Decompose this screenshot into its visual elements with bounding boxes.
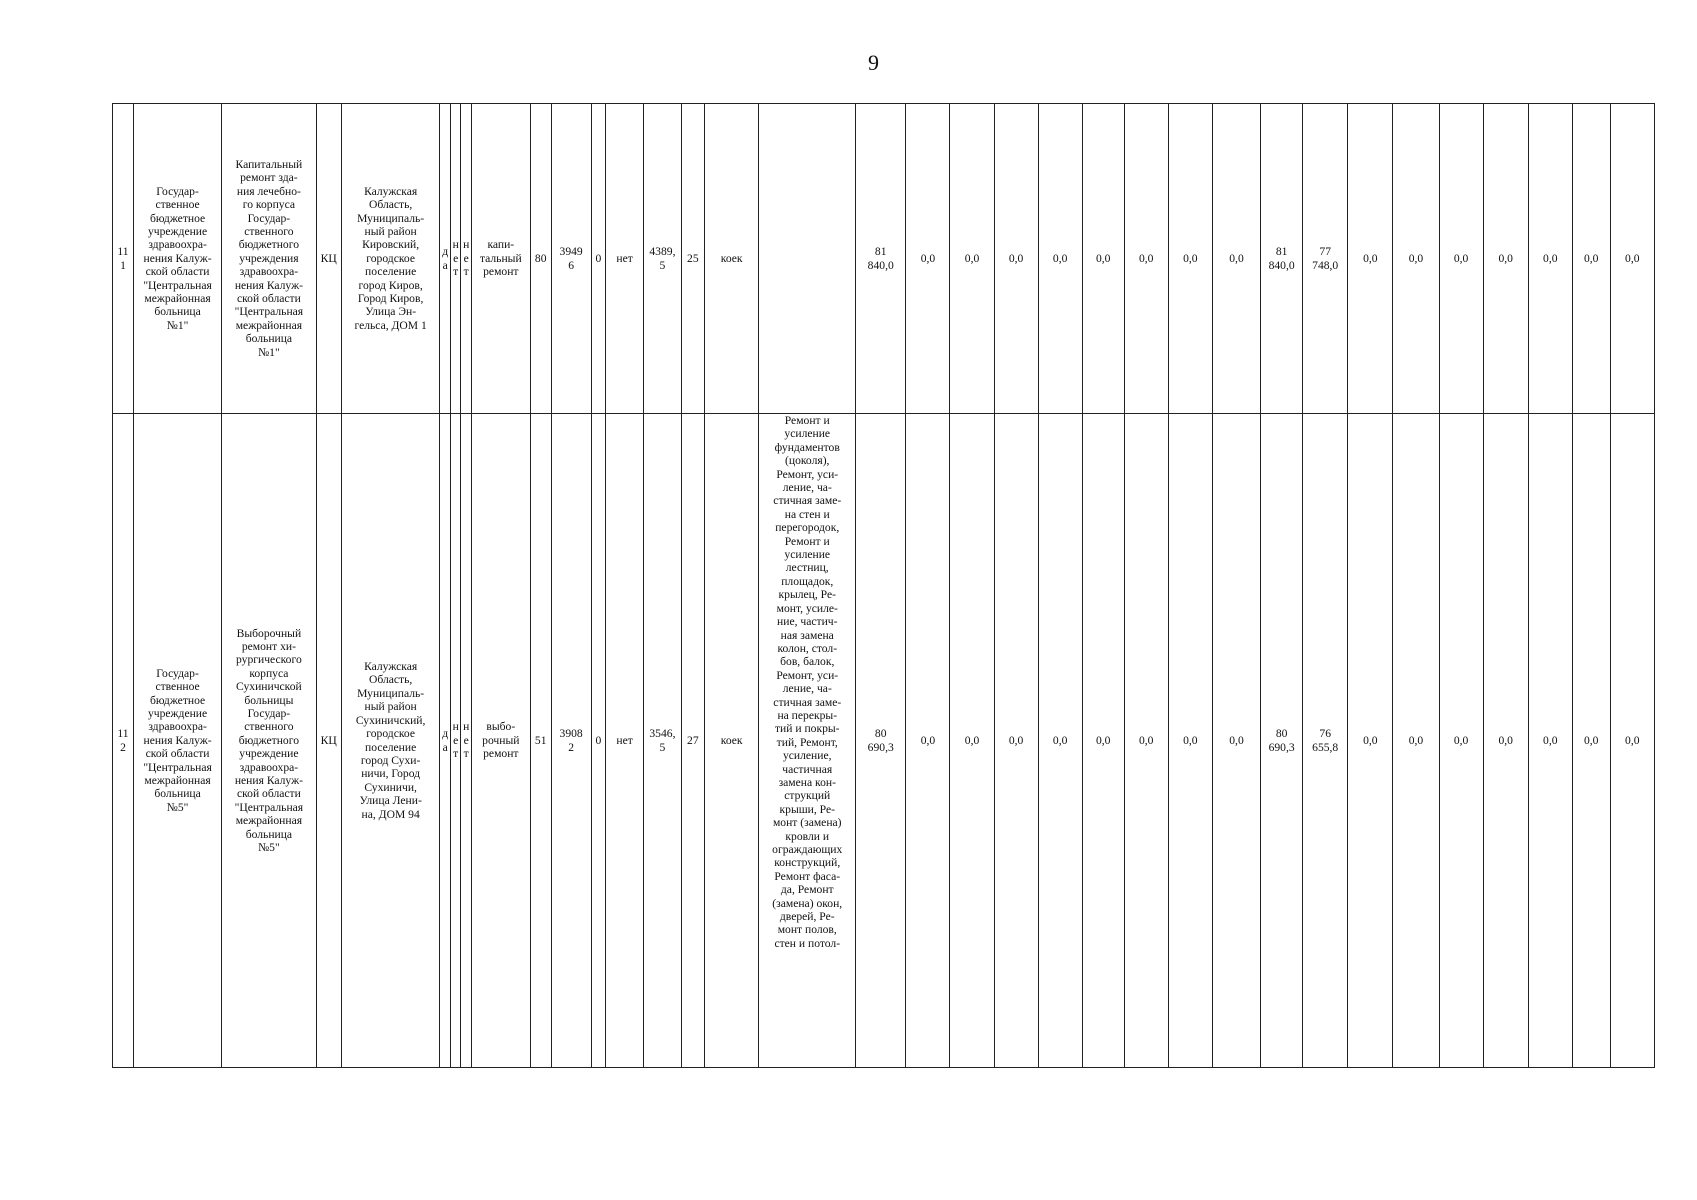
- program-table: [112, 103, 1655, 1068]
- value-cell: 0,0: [1082, 104, 1124, 414]
- value-cell: 0,0: [1168, 104, 1212, 414]
- total-cell: 81 840,0: [856, 104, 906, 414]
- table-row: [113, 414, 1655, 1068]
- beds-cell: 27: [681, 414, 704, 1068]
- value-cell: 0,0: [1572, 104, 1610, 414]
- subtotal-cell: 77 748,0: [1303, 104, 1348, 414]
- flag-net-cell: н е т: [450, 414, 460, 1068]
- flag-da-cell: д а: [440, 414, 450, 1068]
- value-cell: 0,0: [1528, 414, 1572, 1068]
- value-cell: 0,0: [1038, 104, 1082, 414]
- value-cell: 0,0: [1610, 104, 1654, 414]
- value-cell: 0: [591, 104, 606, 414]
- subtotal-cell: 76 655,8: [1303, 414, 1348, 1068]
- row-number: 11 2: [113, 414, 134, 1068]
- value-cell: 0,0: [1348, 104, 1393, 414]
- works-cell: [759, 104, 856, 414]
- total-cell: 81 840,0: [1261, 104, 1303, 414]
- value-cell: 0,0: [1439, 414, 1483, 1068]
- flag-net-cell: н е т: [450, 104, 460, 414]
- value-cell: 3949 6: [551, 104, 591, 414]
- value-cell: 0,0: [994, 414, 1038, 1068]
- total-cell: 80 690,3: [856, 414, 906, 1068]
- flag-cell: нет: [606, 414, 644, 1068]
- value-cell: 0,0: [906, 414, 950, 1068]
- table-row: [113, 104, 1655, 414]
- row-number: 11 1: [113, 104, 134, 414]
- object-cell: Капитальный ремонт зда- ния лечебно- го корпуса Государ- ственного бюджетного учреждения здравоохра- нения Калуж- ской области "Центральная межрайонная больница №1": [222, 104, 316, 414]
- unit-cell: коек: [704, 414, 759, 1068]
- value-cell: 0,0: [1610, 414, 1654, 1068]
- value-cell: 0,0: [994, 104, 1038, 414]
- value-cell: 0,0: [1483, 414, 1528, 1068]
- area-cell: 4389, 5: [644, 104, 682, 414]
- value-cell: 0,0: [1038, 414, 1082, 1068]
- value-cell: 0,0: [1393, 414, 1439, 1068]
- value-cell: 0,0: [1439, 104, 1483, 414]
- flag-net-cell: н е т: [461, 414, 471, 1068]
- value-cell: 0,0: [1528, 104, 1572, 414]
- value-cell: 0,0: [1212, 104, 1260, 414]
- value-cell: 0,0: [1483, 104, 1528, 414]
- value-cell: 0,0: [1348, 414, 1393, 1068]
- address-cell: Калужская Область, Муниципаль- ный район Кировский, городское поселение город Киров, Город Киров, Улица Эн- гельса, ДОМ 1: [341, 104, 440, 414]
- value-cell: 0,0: [950, 104, 994, 414]
- value-cell: 51: [530, 414, 551, 1068]
- value-cell: 0,0: [1082, 414, 1124, 1068]
- flag-cell: нет: [606, 104, 644, 414]
- value-cell: 0,0: [1572, 414, 1610, 1068]
- code-cell: КЦ: [316, 104, 341, 414]
- page-number: 9: [868, 50, 879, 75]
- address-cell: Калужская Область, Муниципаль- ный район Сухиничский, городское поселение город Сухи- ничи, Город Сухиничи, Улица Лени- на, ДОМ 94: [341, 414, 440, 1068]
- value-cell: 3908 2: [551, 414, 591, 1068]
- value-cell: 0,0: [1393, 104, 1439, 414]
- area-cell: 3546, 5: [644, 414, 682, 1068]
- value-cell: 0,0: [1124, 414, 1168, 1068]
- beds-cell: 25: [681, 104, 704, 414]
- value-cell: 0,0: [1124, 104, 1168, 414]
- code-cell: КЦ: [316, 414, 341, 1068]
- flag-da-cell: д а: [440, 104, 450, 414]
- value-cell: 80: [530, 104, 551, 414]
- value-cell: 0,0: [906, 104, 950, 414]
- works-cell: Ремонт и усиление фундаментов (цоколя), Ремонт, уси- ление, ча- стичная заме- на стен и перегородок, Ремонт и усиление лестниц, площадок, крылец, Ре- монт, усиле- ние, частич- ная замена колон, стол- бов, балок, Ремонт, уси- ление, ча- стичная заме- на перекры- тий и покры- тий, Ремонт, усиление, частичная замена кон- струкций крыши, Ре- монт (замена) кровли и ограждающих конструкций, Ремонт фаса- да, Ремонт (замена) окон, дверей, Ре- монт полов, стен и потол-: [759, 414, 856, 1068]
- object-cell: Выборочный ремонт хи- рургического корпуса Сухиничской больницы Государ- ственного бюджетного учреждение здравоохра- нения Калуж- ской области "Центральная межрайонная больница №5": [222, 414, 316, 1068]
- repair-type-cell: выбо- рочный ремонт: [471, 414, 530, 1068]
- flag-net-cell: н е т: [461, 104, 471, 414]
- owner-cell: Государ- ственное бюджетное учреждение здравоохра- нения Калуж- ской области "Центральная межрайонная больница №5": [133, 414, 221, 1068]
- value-cell: 0,0: [950, 414, 994, 1068]
- repair-type-cell: капи- тальный ремонт: [471, 104, 530, 414]
- total-cell: 80 690,3: [1261, 414, 1303, 1068]
- value-cell: 0: [591, 414, 606, 1068]
- unit-cell: коек: [704, 104, 759, 414]
- value-cell: 0,0: [1168, 414, 1212, 1068]
- value-cell: 0,0: [1212, 414, 1260, 1068]
- owner-cell: Государ- ственное бюджетное учреждение здравоохра- нения Калуж- ской области "Центральная межрайонная больница №1": [133, 104, 221, 414]
